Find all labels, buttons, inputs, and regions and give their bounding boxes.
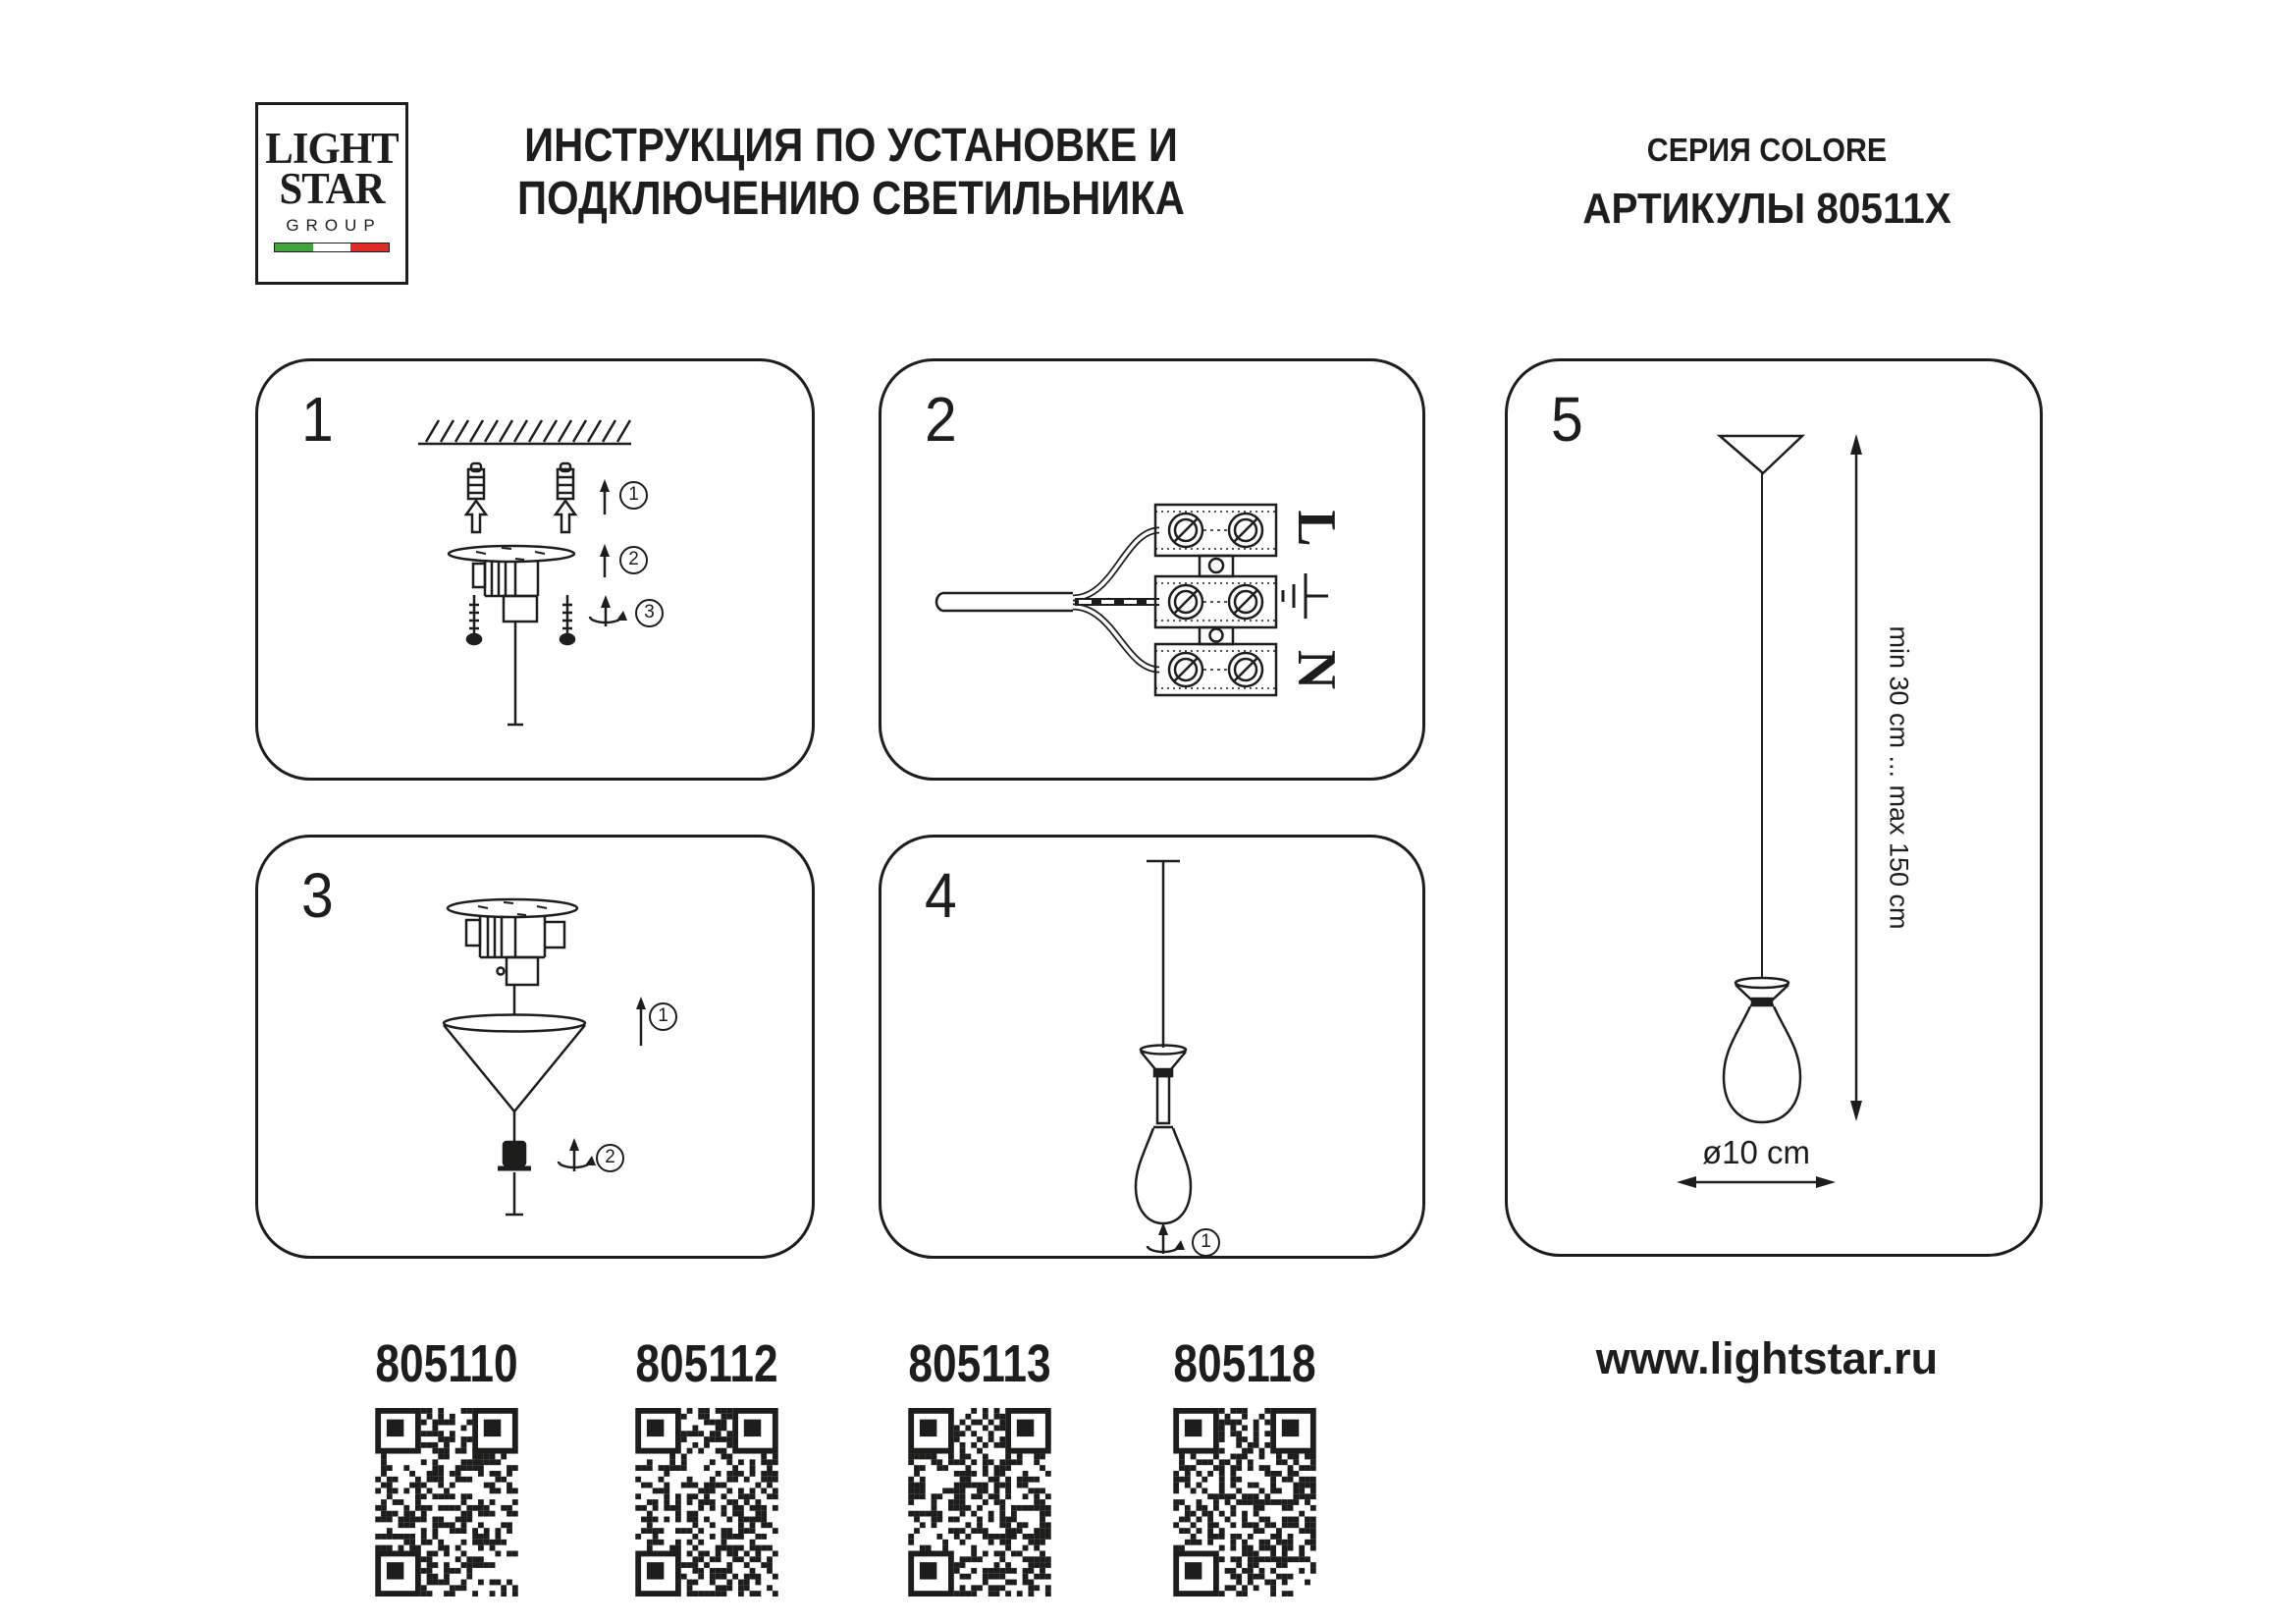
step-marker: 2 — [596, 1144, 624, 1172]
step-number-4: 4 — [925, 860, 957, 931]
live-wire-label: L — [1286, 510, 1347, 547]
flag-white — [313, 244, 351, 251]
qr-code — [908, 1408, 1051, 1597]
title-line-1: ИНСТРУКЦИЯ ПО УСТАНОВКЕ И — [524, 120, 1178, 172]
italian-flag-icon — [274, 243, 390, 252]
article-item — [618, 1333, 795, 1597]
step-panel-2 — [879, 358, 1425, 781]
terminal-block-wiring-diagram — [881, 361, 1422, 778]
article-item — [358, 1333, 535, 1597]
series-name: СЕРИЯ COLORE — [1646, 132, 1888, 168]
step-marker: 2 — [619, 546, 648, 574]
diffuser-mounting-diagram — [881, 838, 1422, 1256]
article-number: 805118 — [1173, 1334, 1316, 1393]
step-marker: 1 — [1192, 1228, 1220, 1257]
qr-code — [1173, 1408, 1316, 1597]
step-marker: 1 — [619, 481, 648, 510]
pendant-dimensions-diagram — [1508, 361, 2040, 1254]
step-number-3: 3 — [301, 860, 334, 931]
step-panel-4 — [879, 835, 1425, 1259]
ceiling-mounting-diagram — [258, 361, 812, 778]
flag-green — [275, 244, 313, 251]
page-title — [497, 120, 1205, 226]
neutral-wire-label: N — [1286, 649, 1347, 690]
step-marker: 1 — [649, 1002, 677, 1031]
logo-light: LIGHT — [265, 124, 399, 173]
qr-code — [635, 1408, 778, 1597]
step-number-1: 1 — [301, 384, 334, 455]
article-item — [891, 1333, 1068, 1597]
logo-star: STAR — [279, 164, 385, 214]
website-url: www.lightstar.ru — [1595, 1333, 1939, 1383]
step-panel-3 — [255, 835, 815, 1259]
diameter-label: ø10 cm — [1701, 1134, 1811, 1170]
step-number-5: 5 — [1551, 384, 1583, 455]
article-number: 805110 — [375, 1334, 518, 1393]
article-number: 805113 — [908, 1334, 1051, 1393]
title-line-2: ПОДКЛЮЧЕНИЮ СВЕТИЛЬНИКА — [517, 172, 1185, 225]
step-marker: 3 — [635, 599, 664, 627]
dimensions-panel — [1505, 358, 2043, 1257]
article-item — [1156, 1333, 1333, 1597]
flag-red — [350, 244, 389, 251]
cone-shade-assembly-diagram — [258, 838, 812, 1256]
lightstar-logo — [255, 102, 408, 285]
series-block — [1526, 132, 2007, 234]
series-articles: АРТИКУЛЫ 80511X — [1582, 185, 1951, 233]
logo-group: GROUP — [286, 215, 382, 235]
article-number: 805112 — [635, 1334, 778, 1393]
step-panel-1 — [255, 358, 815, 781]
qr-code — [375, 1408, 518, 1597]
height-range-label: min 30 cm ... max 150 cm — [1884, 625, 1914, 930]
step-number-2: 2 — [925, 384, 957, 455]
